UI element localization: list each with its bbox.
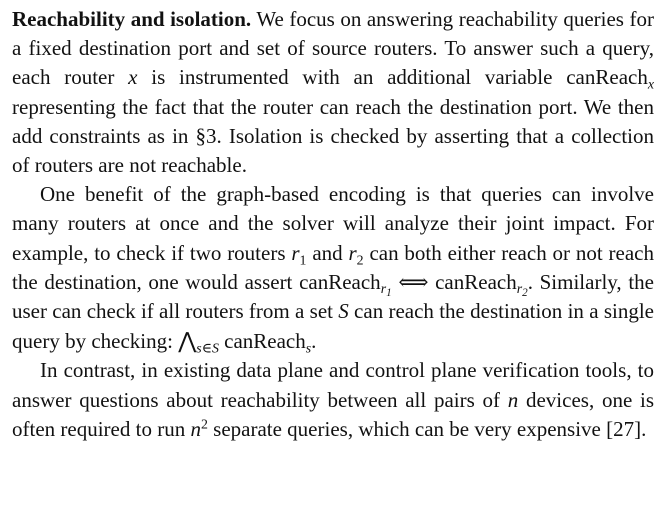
math-var-r2: r	[348, 240, 357, 265]
text-run: devices, one is often required to run	[12, 387, 655, 441]
text-run: We focus on answering reachability queries for a fixed destination port and set of source routers. To answer such a query, each router	[12, 7, 654, 90]
paragraph-reachability	[12, 5, 654, 180]
text-run: .	[311, 329, 317, 354]
text-run: and	[306, 240, 349, 265]
iff-symbol: ⟺	[398, 269, 429, 294]
math-var-S: S	[338, 299, 349, 324]
text-run: One benefit of the graph-based encoding is that queries can involve many routers at once and the solver will analyze their joint impact. For example, to check if two routers	[12, 182, 654, 265]
math-subsub-2: 2	[522, 287, 528, 300]
math-sub-var-r: r	[380, 281, 387, 297]
math-subscript-2: 2	[356, 252, 364, 268]
math-sub-var-r: r	[516, 281, 523, 297]
math-subscript-r1	[380, 281, 392, 300]
text-run: can reach the destination in a single query by checking:	[12, 299, 654, 354]
math-subscript-s-in-S: s∈S	[196, 340, 219, 356]
math-superscript-2: 2	[200, 416, 208, 432]
math-subscript-1: 1	[299, 252, 307, 268]
text-run: canReach	[218, 329, 306, 354]
math-var-n: n	[190, 416, 201, 441]
math-subscript-s: s	[305, 340, 312, 356]
text-run: is instrumented with an additional variable canReach	[137, 65, 648, 90]
text-run: canReach	[428, 269, 517, 294]
paragraph-graph-encoding	[12, 180, 654, 356]
section-heading: Reachability and isolation.	[12, 7, 252, 31]
paragraph-contrast	[12, 356, 654, 444]
text-run: In contrast, in existing data plane and control plane verification tools, to answer questions about reachability between all pairs of	[12, 358, 654, 412]
big-wedge-operator: ⋀	[178, 328, 197, 354]
text-run: can both either reach or not reach the destination, one would assert canReach	[12, 240, 654, 294]
math-var-r1: r	[291, 240, 300, 265]
text-run: representing the fact that the router can reach the destination port. We then add constraints as in §3. Isolation is checked by asserting that a collection of routers are not reachable.	[12, 94, 654, 178]
math-var-x: x	[128, 65, 138, 90]
math-var-n: n	[507, 387, 519, 412]
text-run: . Similarly, the user can check if all routers from a set	[12, 269, 654, 324]
math-subsub-1: 1	[386, 287, 392, 300]
text-run: separate queries, which can be very expensive [27].	[207, 416, 647, 441]
math-subscript-r2	[516, 281, 528, 300]
math-subscript-x: x	[647, 76, 654, 92]
